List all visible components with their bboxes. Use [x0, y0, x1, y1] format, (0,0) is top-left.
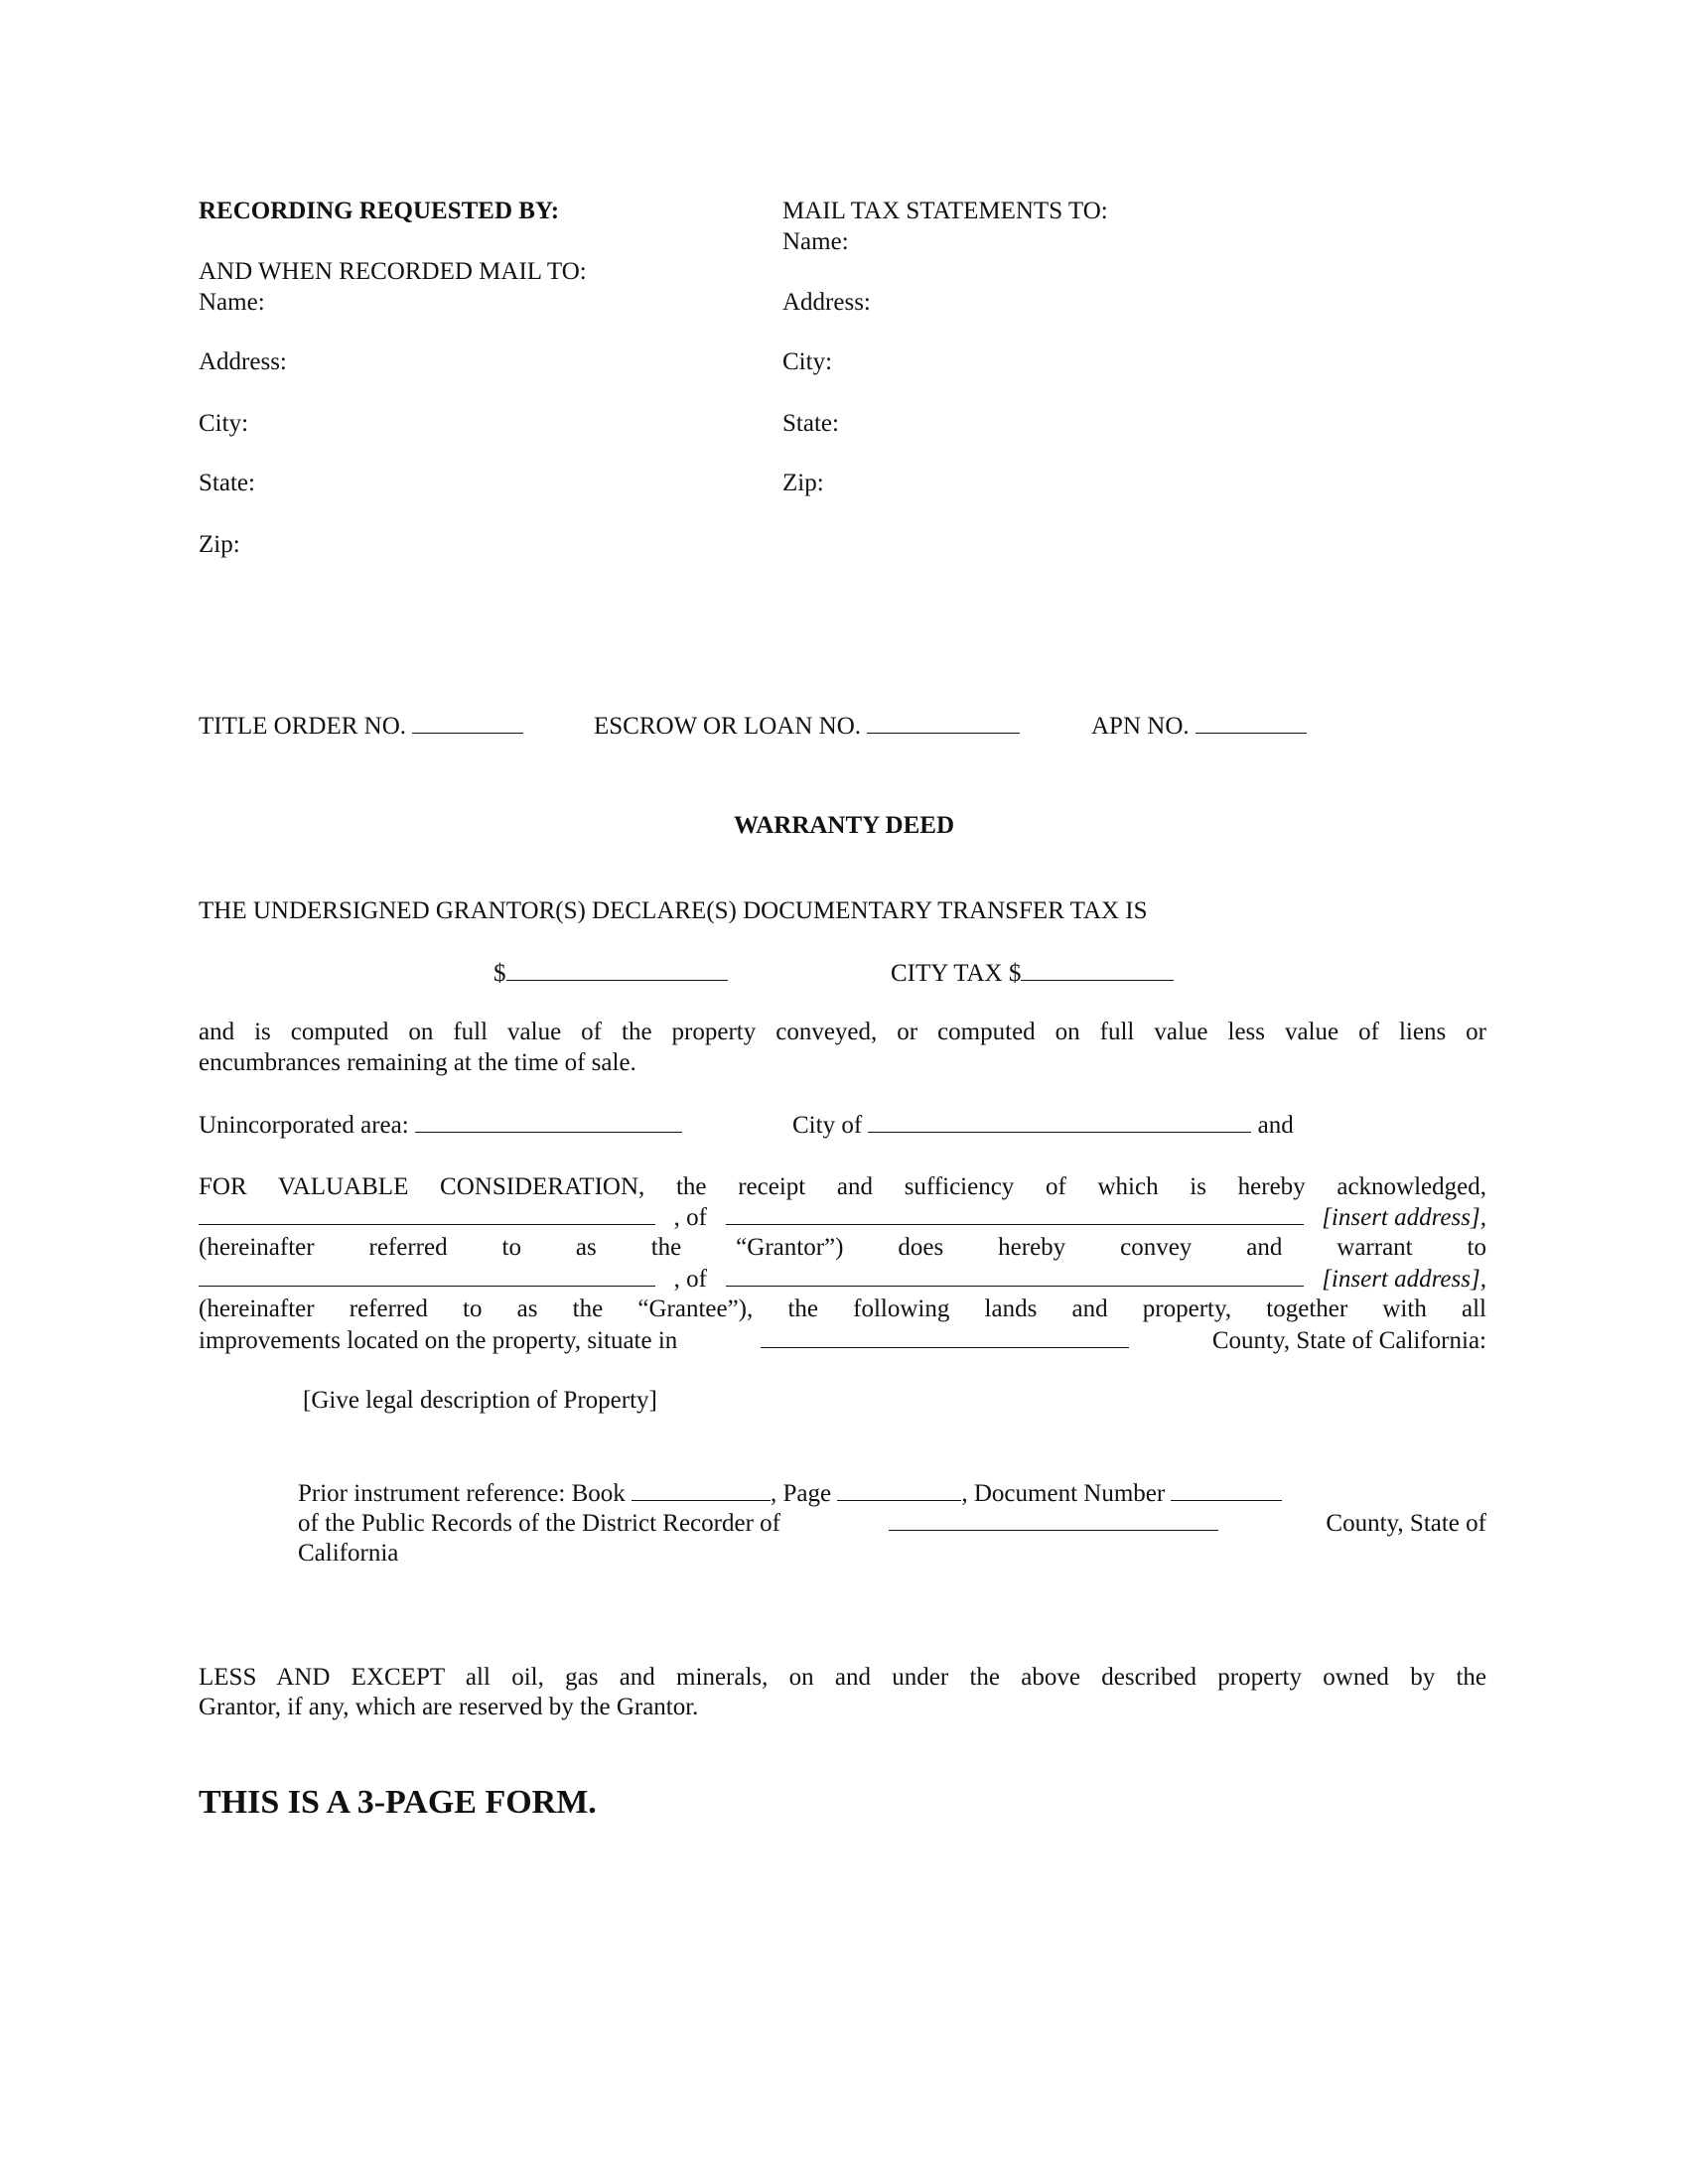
- public-records-label: of the Public Records of the District Recorder of: [298, 1510, 780, 1537]
- grantor-name-blank[interactable]: [199, 1202, 655, 1225]
- title-order-blank[interactable]: [412, 711, 523, 734]
- page-count-notice: THIS IS A 3-PAGE FORM.: [199, 1784, 597, 1821]
- computed-line-2: encumbrances remaining at the time of sale.: [199, 1049, 636, 1076]
- county-state-label: County, State of: [1326, 1510, 1486, 1537]
- less-except-line-1: LESS AND EXCEPT all oil, gas and minerals, on and under the above described property owned by the: [199, 1664, 1486, 1691]
- unincorporated-field: [199, 1110, 682, 1140]
- city-tax-blank[interactable]: [1021, 958, 1174, 981]
- book-blank[interactable]: [632, 1478, 771, 1501]
- city-of-blank[interactable]: [868, 1110, 1251, 1133]
- left-city-label: City:: [199, 410, 249, 437]
- left-name-label: Name:: [199, 289, 265, 316]
- title-order-label: TITLE ORDER NO.: [199, 713, 406, 740]
- prior-instrument-line: [298, 1478, 1282, 1508]
- grantee-name-blank[interactable]: [199, 1264, 655, 1287]
- conveyance-line-1: FOR VALUABLE CONSIDERATION, the receipt and sufficiency of which is hereby acknowledged,: [199, 1173, 1486, 1200]
- escrow-label: ESCROW OR LOAN NO.: [594, 713, 861, 740]
- right-address-label: Address:: [782, 289, 871, 316]
- escrow-blank[interactable]: [867, 711, 1020, 734]
- dollar-sign: $: [493, 960, 506, 987]
- document-title: WARRANTY DEED: [733, 812, 954, 839]
- computed-line-1: and is computed on full value of the property conveyed, or computed on full value less value of liens or: [199, 1019, 1486, 1045]
- title-order-field: [199, 711, 523, 741]
- right-name-label: Name:: [782, 228, 849, 255]
- state-of-california-label: County, State of California:: [1211, 1327, 1486, 1354]
- recorder-county-blank[interactable]: [889, 1508, 1218, 1531]
- city-tax-field: [891, 958, 1174, 988]
- grantee-address-blank[interactable]: [726, 1264, 1304, 1287]
- left-state-label: State:: [199, 470, 255, 496]
- book-label: Prior instrument reference: Book: [298, 1480, 626, 1507]
- california-label: California: [298, 1540, 399, 1567]
- city-tax-label: CITY TAX $: [891, 960, 1022, 987]
- page-label: , Page: [771, 1480, 832, 1507]
- insert-address-hint: [insert address],: [1322, 1266, 1486, 1293]
- grantor-address-blank[interactable]: [726, 1202, 1304, 1225]
- county-line: [199, 1325, 1486, 1355]
- escrow-field: [594, 711, 1020, 741]
- tax-declaration: THE UNDERSIGNED GRANTOR(S) DECLARE(S) DOCUMENTARY TRANSFER TAX IS: [199, 897, 1148, 924]
- legal-description-placeholder: [Give legal description of Property]: [303, 1387, 657, 1414]
- tax-amount-field: [493, 958, 728, 988]
- tax-amount-blank[interactable]: [506, 958, 728, 981]
- page-blank[interactable]: [837, 1478, 961, 1501]
- left-zip-label: Zip:: [199, 531, 240, 558]
- right-city-label: City:: [782, 348, 833, 375]
- public-records-line: [298, 1508, 1486, 1538]
- document-number-blank[interactable]: [1171, 1478, 1282, 1501]
- county-blank[interactable]: [761, 1325, 1129, 1348]
- insert-address-hint: [insert address],: [1322, 1204, 1486, 1231]
- recording-requested-by: RECORDING REQUESTED BY:: [199, 198, 560, 224]
- unincorporated-label: Unincorporated area:: [199, 1112, 409, 1139]
- mail-tax-heading: MAIL TAX STATEMENTS TO:: [782, 198, 1108, 224]
- and-label: and: [1257, 1112, 1294, 1139]
- apn-blank[interactable]: [1196, 711, 1307, 734]
- of-label: , of: [673, 1266, 707, 1293]
- conveyance-line-3: (hereinafter referred to as the “Grantor”) does hereby convey and warrant to: [199, 1234, 1486, 1261]
- conveyance-line-5: (hereinafter referred to as the “Grantee”), the following lands and property, together with all: [199, 1296, 1486, 1322]
- apn-label: APN NO.: [1091, 713, 1190, 740]
- city-of-field: [792, 1110, 1294, 1140]
- situate-label: improvements located on the property, situate in: [199, 1327, 678, 1354]
- grantor-line: [199, 1202, 1486, 1232]
- left-address-label: Address:: [199, 348, 287, 375]
- unincorporated-blank[interactable]: [415, 1110, 682, 1133]
- right-state-label: State:: [782, 410, 839, 437]
- right-zip-label: Zip:: [782, 470, 824, 496]
- grantee-line: [199, 1264, 1486, 1294]
- apn-field: [1091, 711, 1307, 741]
- less-except-line-2: Grantor, if any, which are reserved by the Grantor.: [199, 1694, 699, 1720]
- mail-to-heading: AND WHEN RECORDED MAIL TO:: [199, 258, 587, 285]
- city-of-label: City of: [792, 1112, 863, 1139]
- document-number-label: , Document Number: [961, 1480, 1166, 1507]
- of-label: , of: [673, 1204, 707, 1231]
